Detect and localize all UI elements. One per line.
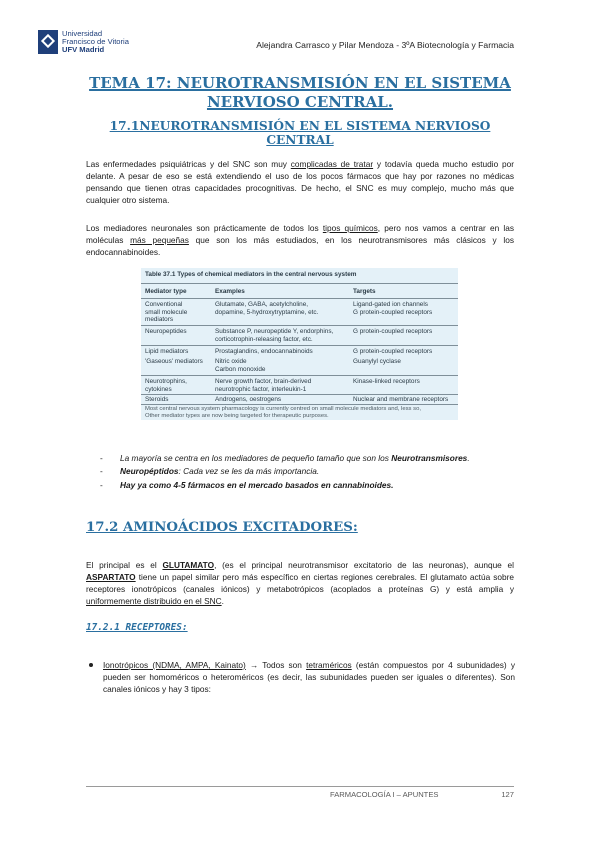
footer-rule <box>86 786 514 787</box>
table-cell: Ligand-gated ion channels G protein-coupled receptors <box>353 301 433 316</box>
table-cell: Lipid mediators <box>145 348 189 355</box>
footnote-line: Other mediator types are now being targeted for therapeutic purposes. <box>145 413 329 419</box>
subsection-heading: 17.2.1 RECEPTORES: <box>86 622 188 633</box>
table-rule <box>141 375 458 376</box>
text-run: , pero nos vamos a centrar en las moléculas <box>86 223 514 245</box>
table-cell: Neurotrophins, cytokines <box>145 378 187 393</box>
bullet-list <box>100 452 520 492</box>
footnote-line: Most central nervous system pharmacology is currently centred on small molecule mediators and, less so, <box>145 406 421 412</box>
logo-line-2: Francisco de Vitoria <box>62 37 129 46</box>
table-caption: Table 37.1 Types of chemical mediators in the central nervous system <box>145 271 357 278</box>
page-title <box>86 74 514 112</box>
section-2-heading: 17.2 AMINOÁCIDOS EXCITADORES: <box>86 520 358 535</box>
page-number: 127 <box>501 790 514 799</box>
table-cell: Guanylyl cyclase <box>353 358 401 365</box>
table-cell: Neuropeptides <box>145 328 187 335</box>
underlined-text: complicadas de tratar <box>290 159 374 169</box>
title-line-1: TEMA 17: NEUROTRANSMISIÓN EN EL SISTEMA <box>89 74 511 92</box>
mediators-table-figure <box>141 268 458 420</box>
underlined-text: GLUTAMATO <box>162 560 215 570</box>
table-cell: G protein-coupled receptors <box>353 348 433 355</box>
logo-text <box>62 30 129 54</box>
table-rule <box>141 345 458 346</box>
header-authors: Alejandra Carrasco y Pilar Mendoza - 3ºA Biotecnología y Farmacia <box>256 40 514 50</box>
text-run: Las enfermedades psiquiátricas y del SNC son muy <box>86 159 291 169</box>
list-item: Ionotrópicos (NDMA, AMPA, Kainato) → Todos son tetraméricos (están compuestos por 4 subunidades) y pueden ser homoméricos o heteroméricos (es decir, las subunidades pueden ser iguales o diferentes). Son canales iónicos y hay 3 tipos: <box>103 659 515 695</box>
table-cell: Androgens, oestrogens <box>215 396 282 403</box>
table-cell: Glutamate, GABA, acetylcholine, dopamine, 5-hydroxytryptamine, etc. <box>215 301 319 316</box>
text-run: Los mediadores neuronales son prácticamente de todos los <box>86 223 323 233</box>
logo-line-3: UFV Madrid <box>62 45 105 54</box>
table-cell: Prostaglandins, endocannabinoids <box>215 348 313 355</box>
university-logo <box>38 30 129 54</box>
table-footnote <box>145 406 421 420</box>
text-run: que son los más estudiados, en los neurotransmisores más clásicos y los endocannabinoides. <box>86 235 514 257</box>
table-cell: Conventional small molecule mediators <box>145 301 188 324</box>
table-rule <box>141 283 458 284</box>
table-rule <box>141 298 458 299</box>
paragraph-mediators <box>86 222 514 258</box>
table-rule <box>141 325 458 326</box>
table-header-mediator: Mediator type <box>145 288 187 295</box>
table-header-targets: Targets <box>353 288 376 295</box>
list-item: - La mayoría se centra en los mediadores de pequeño tamaño que son los Neurotransmisores. <box>100 453 470 463</box>
logo-line-1: Universidad <box>62 29 103 38</box>
table-rule <box>141 394 458 395</box>
paragraph-intro <box>86 158 514 206</box>
list-item: - Hay ya como 4-5 fármacos en el mercado basados en cannabinoides. <box>100 479 394 490</box>
table-cell: 'Gaseous' mediators <box>145 358 203 365</box>
ufv-emblem-icon <box>38 30 58 54</box>
table-cell: Nitric oxide Carbon monoxide <box>215 358 266 373</box>
underlined-text: más pequeñas <box>130 235 189 245</box>
table-cell: G protein-coupled receptors <box>353 328 433 335</box>
underlined-text: Ionotrópicos (NDMA, AMPA, Kainato) <box>103 660 246 670</box>
underlined-text: tipos químicos <box>322 223 378 233</box>
underlined-text: ASPARTATO <box>86 572 136 582</box>
table-cell: Kinase-linked receptors <box>353 378 420 385</box>
text-run: y todavía queda mucho estudio por delante. A pesar de eso se está extendiendo el uso de los pocos fármacos que hay por razones no médicas pensando que tienen otras capacidades procognitivas. De hecho, el SNC es muy complejo, mucho más que cualquier otro sistema. <box>86 159 515 205</box>
section-1-heading: 17.1NEUROTRANSMISIÓN EN EL SISTEMA NERVIOSO CENTRAL <box>109 119 491 147</box>
table-rule <box>141 404 458 405</box>
underlined-text: uniformemente distribuido en el SNC <box>86 596 222 606</box>
list-item: - Neuropéptidos: Cada vez se les da más importancia. <box>100 466 320 477</box>
table-cell: Nerve growth factor, brain-derived neurotrophic factor, interleukin-1 <box>215 378 312 393</box>
paragraph-glutamate: El principal es el GLUTAMATO, (es el principal neurotransmisor excitatorio de las neuronas), aunque el ASPARTATO tiene un papel similar pero más específico en ciertas regiones cerebrales. El glutamato actúa sobre receptores ionotrópicos (canales iónicos) y metabotrópicos (acoplados a proteínas G) y está amplia y uniformemente distribuido en el SNC. <box>86 560 514 606</box>
table-header-examples: Examples <box>215 288 245 295</box>
title-line-2: NERVIOSO CENTRAL. <box>206 93 394 111</box>
footer-title: FARMACOLOGÍA I – APUNTES <box>330 790 439 799</box>
table-cell: Nuclear and membrane receptors <box>353 396 449 403</box>
table-cell: Steroids <box>145 396 169 403</box>
table-cell: Substance P, neuropeptide Y, endorphins, corticotrophin-releasing factor, etc. <box>215 328 334 343</box>
underlined-text: tetraméricos <box>306 660 352 670</box>
bullet-dot-icon <box>89 663 93 667</box>
